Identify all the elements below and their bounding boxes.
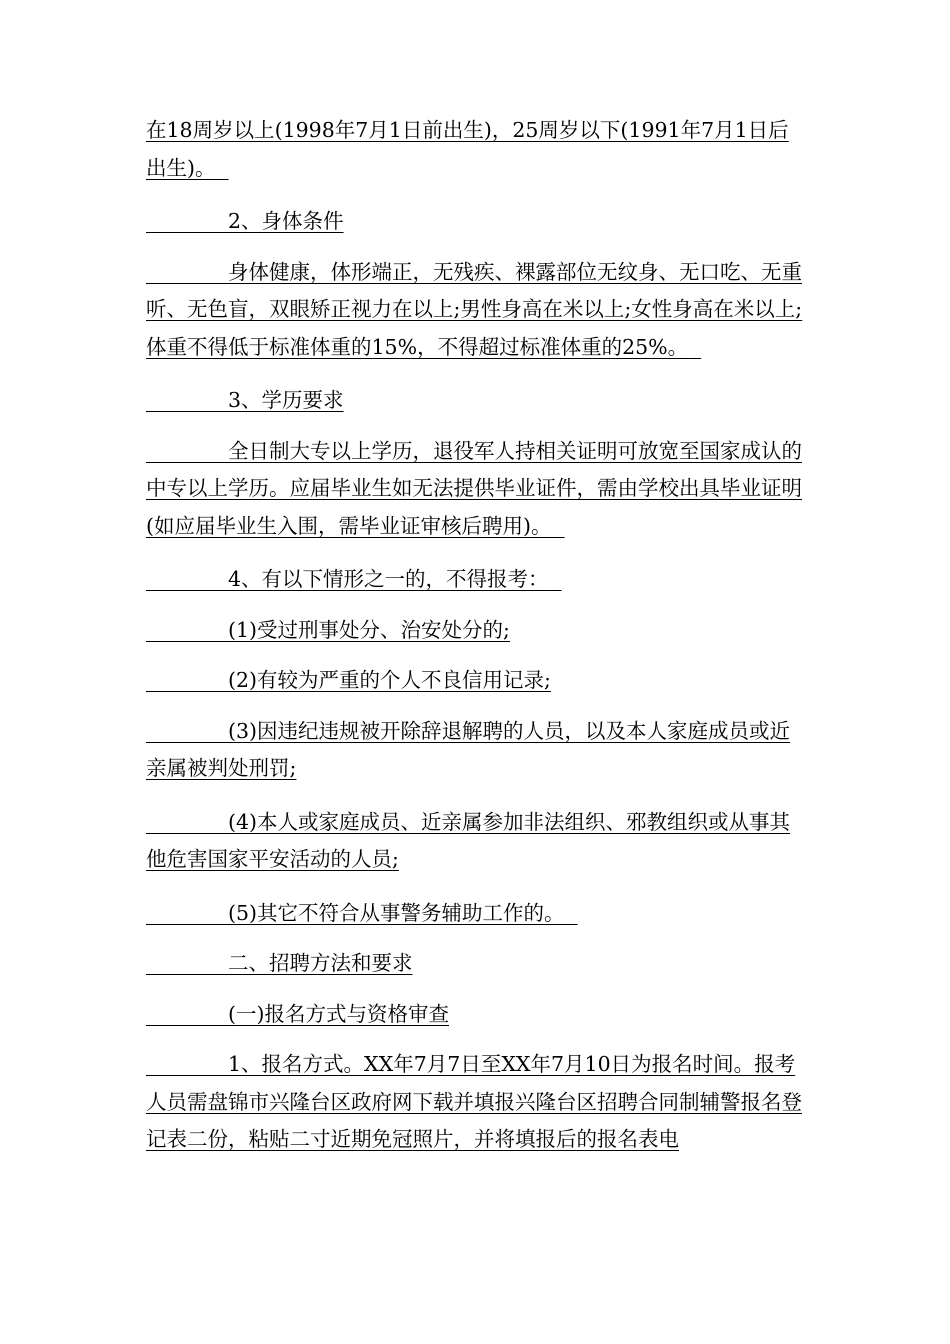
paragraph-physical-heading (146, 203, 806, 241)
paragraph-registration-body (146, 1046, 806, 1159)
paragraph-text: 全日制大专以上学历，退役军人持相关证明可放宽至国家成认的中专以上学历。应届毕业生如无法提供毕业证件，需由学校出具毕业证明(如应届毕业生入围，需毕业证审核后聘用)。 (146, 438, 802, 538)
paragraph-section-two-heading (146, 945, 806, 983)
paragraph-exclusion-3 (146, 713, 806, 788)
paragraph-text: (3)因违纪违规被开除辞退解聘的人员，以及本人家庭成员或近亲属被判处刑罚; (146, 718, 791, 780)
paragraph-text: 4、有以下情形之一的，不得报考： (228, 567, 549, 591)
paragraph-text: 1、报名方式。XX年7月7日至XX年7月10日为报名时间。报考人员需盘锦市兴隆台区政府网下载并填报兴隆台区招聘合同制辅警报名登记表二份，粘贴二寸近期免冠照片，并将填报后的报名表电 (146, 1052, 802, 1151)
paragraph-age-continued (146, 112, 806, 187)
paragraph-exclusion-5 (146, 895, 806, 933)
document-page (146, 112, 806, 1175)
paragraph-text: 3、学历要求 (228, 388, 344, 412)
paragraph-text: (5)其它不符合从事警务辅助工作的。 (228, 900, 565, 925)
paragraph-education-heading (146, 382, 806, 420)
paragraph-text: 2、身体条件 (228, 209, 344, 233)
paragraph-subsection-one-heading (146, 996, 806, 1034)
paragraph-exclusion-2 (146, 662, 806, 700)
paragraph-text: (1)受过刑事处分、治安处分的; (228, 617, 510, 642)
paragraph-education-body (146, 433, 806, 546)
paragraph-text: (一)报名方式与资格审查 (228, 1001, 449, 1026)
paragraph-text: (2)有较为严重的个人不良信用记录; (228, 668, 551, 692)
paragraph-exclusion-1 (146, 612, 806, 650)
paragraph-text: 身体健康，体形端正，无残疾、裸露部位无纹身、无口吃、无重听、无色盲，双眼矫正视力在以上;男性身高在米以上;女性身高在米以上;体重不得低于标准体重的15%，不得超过标准体重的25%。 (146, 259, 803, 359)
paragraph-text: 二、招聘方法和要求 (228, 951, 413, 975)
paragraph-physical-body (146, 254, 806, 367)
paragraph-exclusion-4 (146, 804, 806, 879)
paragraph-text: 在18周岁以上(1998年7月1日前出生)，25周岁以下(1991年7月1日后出生)。 (146, 118, 789, 180)
paragraph-text: (4)本人或家庭成员、近亲属参加非法组织、邪教组织或从事其他危害国家平安活动的人员; (146, 809, 791, 871)
paragraph-exclusion-heading (146, 561, 806, 599)
